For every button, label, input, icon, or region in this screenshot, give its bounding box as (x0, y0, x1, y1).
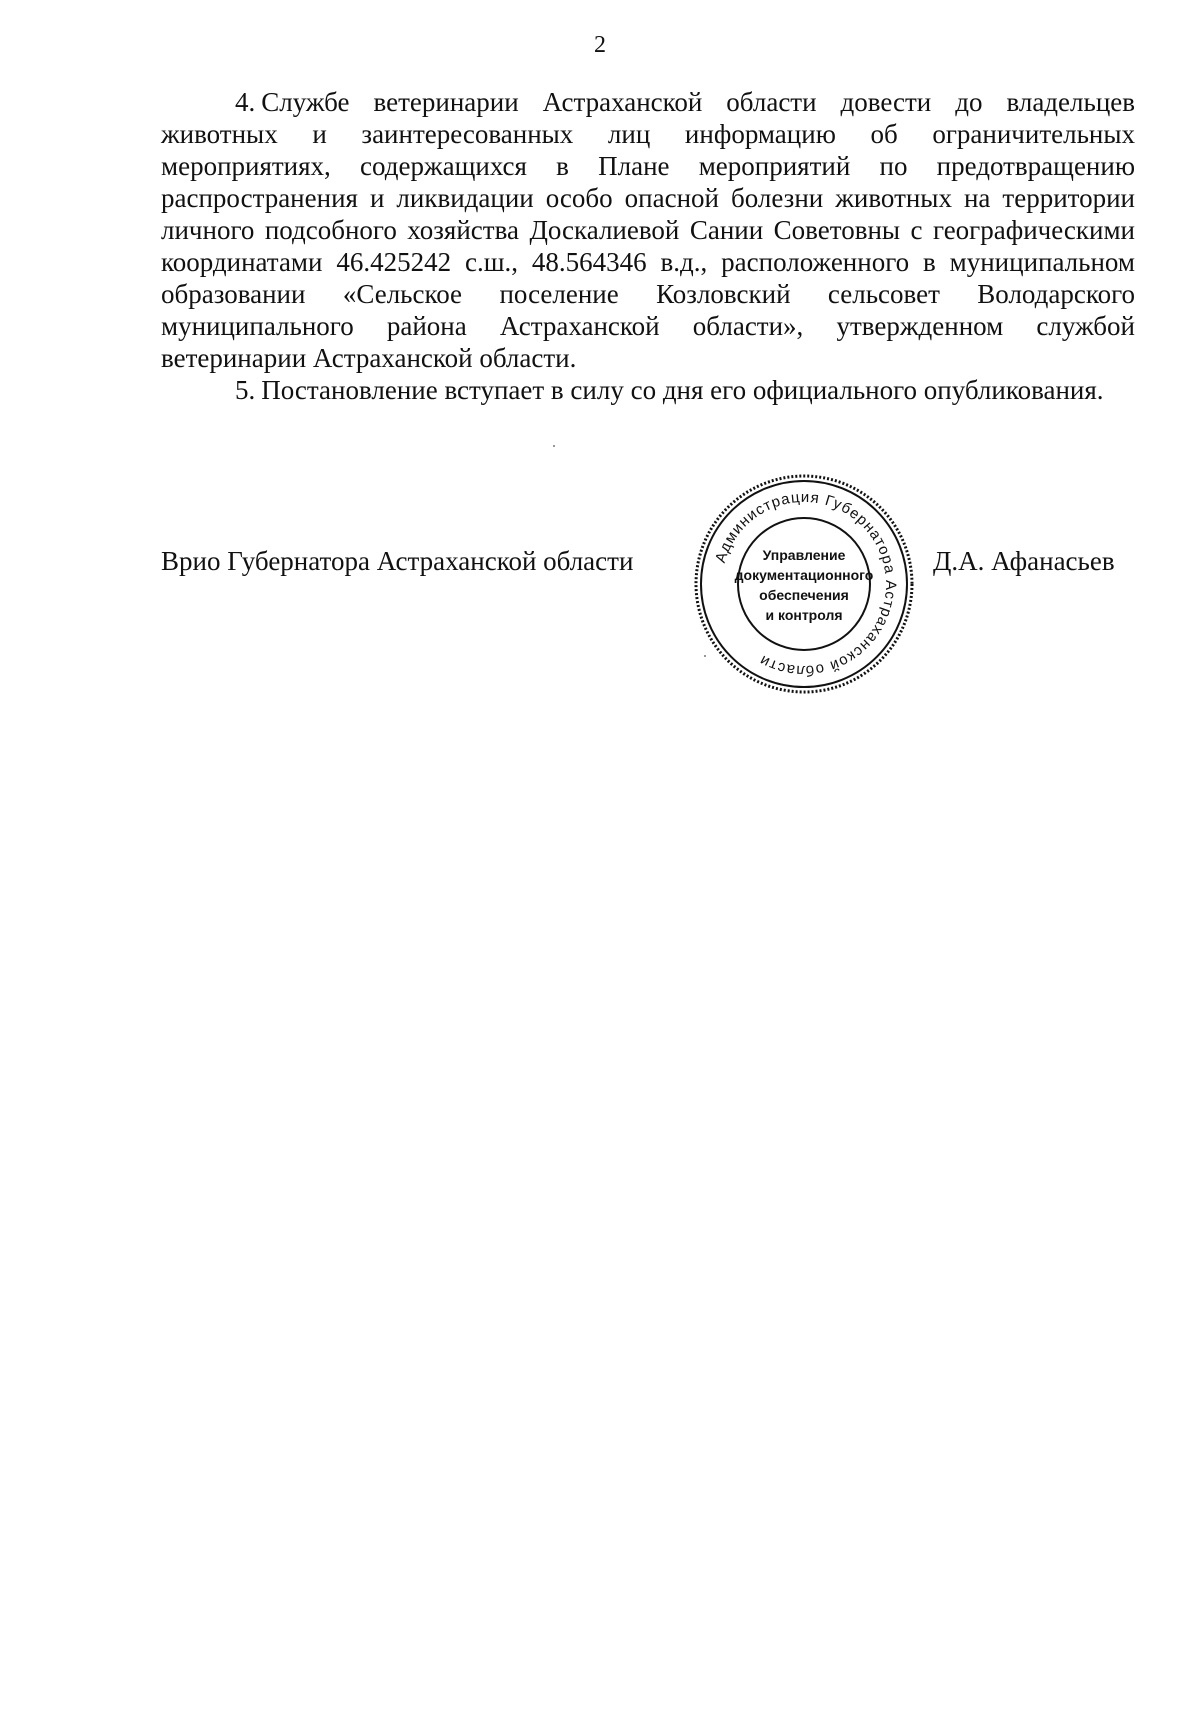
seal-graphic (692, 472, 916, 696)
seal-outer-ring (696, 476, 912, 692)
seal-center-line: обеспечения (759, 587, 849, 603)
paragraph-text: Службе ветеринарии Астраханской области довести до владельцев животных и заинтересованных лиц информацию об ограничительных мероприятиях, содержащихся в Плане мероприятий по предотвращению распространения и ликвидации особо опасной болезни животных на территории личного подсобного хозяйства Доскалиевой Сании Советовны с географическими координатами 46.425242 с.ш., 48.564346 в.д., расположенного в муниципальном образовании «Сельское поселение Козловский сельсовет Володарского муниципального района Астраханской области», утвержденном службой ветеринарии Астраханской области. (161, 87, 1135, 373)
page-number: 2 (594, 32, 606, 58)
seal-inner-ring (738, 518, 870, 650)
paragraph-5 (161, 374, 1135, 406)
document-body (161, 86, 1135, 406)
seal-center-line: документационного (734, 567, 874, 583)
paragraph-4 (161, 86, 1135, 374)
paragraph-number: 5. (235, 375, 256, 405)
scan-speck (704, 655, 706, 657)
paragraph-text: Постановление вступает в силу со дня его официального опубликования. (261, 375, 1104, 405)
seal-ring-text: Администрация Губернатора Астраханской области (712, 488, 900, 680)
scan-speck (553, 445, 555, 447)
paragraph-number: 4. (235, 87, 256, 117)
seal-ring (701, 481, 907, 687)
official-seal-stamp (692, 472, 916, 696)
seal-center-line: и контроля (765, 607, 843, 623)
seal-center-line: Управление (762, 547, 846, 563)
signatory-name: Д.А. Афанасьев (933, 546, 1115, 576)
signatory-position: Врио Губернатора Астраханской области (161, 546, 634, 576)
